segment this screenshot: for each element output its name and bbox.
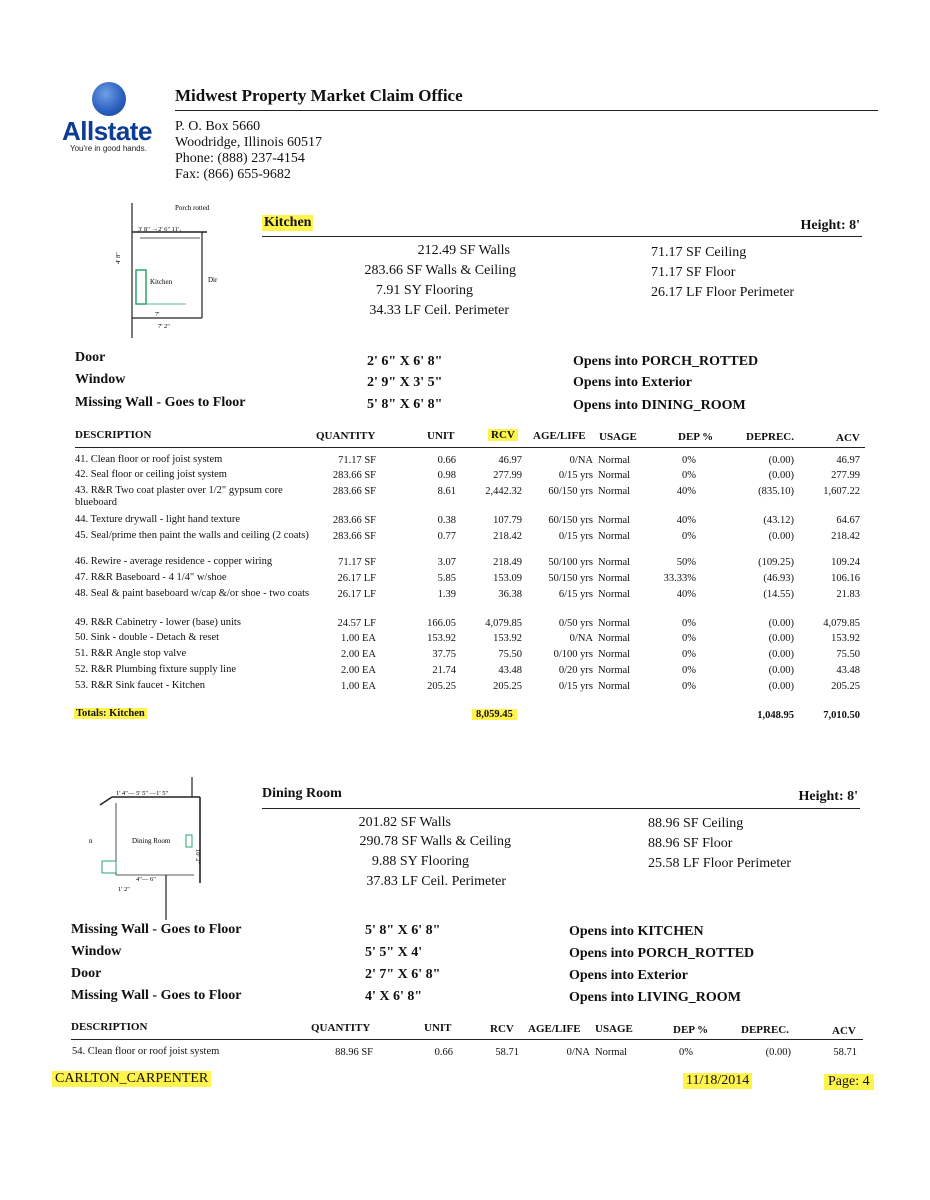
address-phone: Phone: (888) 237-4154 <box>175 151 305 166</box>
row-rcv: 75.50 <box>498 649 522 660</box>
row-deprec: (0.00) <box>768 531 794 542</box>
row-quantity: 26.17 LF <box>337 573 376 584</box>
kitchen-stat-flooring: 7.91 SY Flooring <box>375 283 473 298</box>
kitchen-table-header-rule <box>75 447 865 448</box>
row-description: 44. Texture drywall - light hand texture <box>75 514 240 525</box>
row-acv: 58.71 <box>833 1047 857 1058</box>
row-unit-price: 1.39 <box>437 589 456 600</box>
dining-opening-dest: Opens into LIVING_ROOM <box>569 990 741 1005</box>
kitchen-totals-acv: 7,010.50 <box>823 710 860 721</box>
col-age-life: AGE/LIFE <box>533 430 586 442</box>
dining-opening-size: 4' X 6' 8" <box>365 989 423 1004</box>
row-deprec: (0.00) <box>768 665 794 676</box>
kitchen-stat-floor-perimeter: 26.17 LF Floor Perimeter <box>651 285 795 300</box>
row-deprec: (835.10) <box>758 486 794 497</box>
row-dep-pct: 0% <box>682 649 696 660</box>
row-acv: 43.48 <box>836 665 860 676</box>
row-quantity: 2.00 EA <box>341 665 376 676</box>
row-unit-price: 0.66 <box>437 455 456 466</box>
sketch-room-label: Dining Room <box>132 837 171 845</box>
row-rcv: 43.48 <box>498 665 522 676</box>
row-dep-pct: 0% <box>682 681 696 692</box>
col-description: DESCRIPTION <box>71 1021 148 1033</box>
row-quantity: 283.66 SF <box>332 531 376 542</box>
row-description: 51. R&R Angle stop valve <box>75 648 187 659</box>
kitchen-height: Height: 8' <box>800 218 860 233</box>
dining-opening-type: Missing Wall - Goes to Floor <box>71 988 242 1003</box>
col-quantity: QUANTITY <box>316 430 376 442</box>
row-rcv: 46.97 <box>498 455 522 466</box>
sketch-dim-left: 4' 8" <box>115 252 122 264</box>
row-dep-pct: 40% <box>676 515 696 526</box>
row-deprec: (109.25) <box>758 557 794 568</box>
kitchen-opening-size: 5' 8" X 6' 8" <box>367 397 443 412</box>
row-usage: Normal <box>598 455 631 466</box>
dining-opening-size: 5' 5" X 4' <box>365 945 423 960</box>
row-dep-pct: 50% <box>676 557 696 568</box>
row-acv: 106.16 <box>831 573 860 584</box>
kitchen-opening-dest: Opens into Exterior <box>573 375 692 390</box>
row-age-life: 0/15 yrs <box>558 470 593 481</box>
kitchen-totals-deprec: 1,048.95 <box>757 710 794 721</box>
row-usage: Normal <box>598 573 631 584</box>
row-rcv: 36.38 <box>498 589 522 600</box>
col-acv: ACV <box>836 432 860 444</box>
row-quantity: 2.00 EA <box>341 649 376 660</box>
col-rcv: RCV <box>490 1023 514 1035</box>
row-acv: 21.83 <box>836 589 860 600</box>
row-quantity: 71.17 SF <box>338 455 376 466</box>
row-unit-price: 205.25 <box>427 681 456 692</box>
row-age-life: 0/NA <box>569 633 593 644</box>
row-deprec: (0.00) <box>768 681 794 692</box>
row-deprec: (14.55) <box>763 589 794 600</box>
row-age-life: 0/100 yrs <box>553 649 593 660</box>
address-line-2: Woodridge, Illinois 60517 <box>175 135 323 150</box>
row-quantity: 1.00 EA <box>341 681 376 692</box>
kitchen-stat-ceiling: 71.17 SF Ceiling <box>651 245 747 260</box>
row-rcv: 153.92 <box>493 633 522 644</box>
row-unit-price: 8.61 <box>437 486 456 497</box>
row-age-life: 6/15 yrs <box>558 589 593 600</box>
dining-table-header-rule <box>71 1039 863 1040</box>
row-rcv: 58.71 <box>495 1047 519 1058</box>
kitchen-totals-rcv: 8,059.45 <box>472 709 517 720</box>
row-dep-pct: 33.33% <box>663 573 696 584</box>
row-usage: Normal <box>598 470 631 481</box>
dining-stat-floor: 88.96 SF Floor <box>648 836 733 851</box>
row-description: 45. Seal/prime then paint the walls and ceiling (2 coats) <box>75 530 309 541</box>
row-acv: 46.97 <box>836 455 860 466</box>
row-description: 49. R&R Cabinetry - lower (base) units <box>75 617 241 628</box>
header-divider <box>175 110 878 111</box>
dining-opening-dest: Opens into PORCH_ROTTED <box>569 946 755 961</box>
col-usage: USAGE <box>599 431 637 443</box>
kitchen-opening-size: 2' 6" X 6' 8" <box>367 354 443 369</box>
dining-room-title: Dining Room <box>262 786 342 801</box>
row-deprec: (0.00) <box>765 1047 791 1058</box>
kitchen-room-title: Kitchen <box>264 215 312 230</box>
row-quantity: 1.00 EA <box>341 633 376 644</box>
row-description: 46. Rewire - average residence - copper wiring <box>75 556 273 567</box>
row-rcv: 277.99 <box>493 470 522 481</box>
footer-author: CARLTON_CARPENTER <box>52 1071 211 1087</box>
col-age-life: AGE/LIFE <box>528 1023 581 1035</box>
row-acv: 4,079.85 <box>823 618 860 629</box>
dining-opening-dest: Opens into Exterior <box>569 968 688 983</box>
row-usage: Normal <box>598 618 631 629</box>
allstate-hands-logo <box>92 82 126 116</box>
dining-stat-floor-perimeter: 25.58 LF Floor Perimeter <box>648 856 792 871</box>
col-description: DESCRIPTION <box>75 429 152 441</box>
row-deprec: (43.12) <box>763 515 794 526</box>
dining-height: Height: 8' <box>798 789 858 804</box>
row-dep-pct: 0% <box>682 470 696 481</box>
row-usage: Normal <box>598 515 631 526</box>
row-rcv: 205.25 <box>493 681 522 692</box>
row-usage: Normal <box>598 589 631 600</box>
dining-room-divider <box>262 808 860 809</box>
dining-stat-ceiling: 88.96 SF Ceiling <box>648 816 744 831</box>
row-acv: 153.92 <box>831 633 860 644</box>
row-deprec: (0.00) <box>768 618 794 629</box>
row-usage: Normal <box>598 649 631 660</box>
row-dep-pct: 0% <box>682 633 696 644</box>
dining-opening-size: 2' 7" X 6' 8" <box>365 967 441 982</box>
row-quantity: 88.96 SF <box>335 1047 373 1058</box>
row-unit-price: 21.74 <box>432 665 456 676</box>
sketch-dim-top: 1' 4"— 5' 5" —1' 5" <box>116 790 169 797</box>
kitchen-opening-dest: Opens into PORCH_ROTTED <box>573 354 759 369</box>
row-unit-price: 37.75 <box>432 649 456 660</box>
row-deprec: (0.00) <box>768 633 794 644</box>
col-deprec: DEPREC. <box>741 1024 789 1036</box>
kitchen-opening-type: Door <box>75 350 106 365</box>
sketch-dim-top: 3' 8" →2' 6" 11'₁ <box>138 226 182 233</box>
dining-opening-type: Door <box>71 966 102 981</box>
kitchen-stat-floor: 71.17 SF Floor <box>651 265 736 280</box>
row-unit-price: 0.38 <box>437 515 456 526</box>
col-usage: USAGE <box>595 1023 633 1035</box>
col-unit: UNIT <box>424 1022 452 1034</box>
address-line-1: P. O. Box 5660 <box>175 119 261 134</box>
row-quantity: 71.17 SF <box>338 557 376 568</box>
row-quantity: 283.66 SF <box>332 486 376 497</box>
row-age-life: 0/NA <box>566 1047 590 1058</box>
col-unit: UNIT <box>427 430 455 442</box>
row-dep-pct: 0% <box>682 665 696 676</box>
col-deprec: DEPREC. <box>746 431 794 443</box>
dining-floor-sketch <box>88 775 218 920</box>
row-dep-pct: 0% <box>679 1047 693 1058</box>
row-unit-price: 0.66 <box>434 1047 453 1058</box>
row-age-life: 60/150 yrs <box>548 486 593 497</box>
dining-opening-dest: Opens into KITCHEN <box>569 924 704 939</box>
row-age-life: 0/15 yrs <box>558 681 593 692</box>
col-dep-pct: DEP % <box>678 431 714 443</box>
row-description: 47. R&R Baseboard - 4 1/4" w/shoe <box>75 572 227 583</box>
sketch-room-label: Kitchen <box>150 278 173 286</box>
col-rcv: RCV <box>488 429 518 441</box>
row-rcv: 153.09 <box>493 573 522 584</box>
dining-opening-size: 5' 8" X 6' 8" <box>365 923 441 938</box>
dining-opening-type: Window <box>71 944 122 959</box>
row-rcv: 107.79 <box>493 515 522 526</box>
kitchen-opening-type: Window <box>75 372 126 387</box>
row-usage: Normal <box>598 557 631 568</box>
row-dep-pct: 0% <box>682 531 696 542</box>
kitchen-stat-walls: 212.49 SF Walls <box>417 243 510 258</box>
row-description: 54. Clean floor or roof joist system <box>72 1046 220 1057</box>
row-age-life: 0/15 yrs <box>558 531 593 542</box>
footer-page-number: Page: 4 <box>824 1074 874 1090</box>
dining-stat-walls: 201.82 SF Walls <box>358 815 451 830</box>
row-usage: Normal <box>598 531 631 542</box>
kitchen-opening-size: 2' 9" X 3' 5" <box>367 375 443 390</box>
row-description: 53. R&R Sink faucet - Kitchen <box>75 680 206 691</box>
row-unit-price: 5.85 <box>437 573 456 584</box>
dining-stat-ceil-perimeter: 37.83 LF Ceil. Perimeter <box>366 874 506 889</box>
row-unit-price: 0.98 <box>437 470 456 481</box>
col-acv: ACV <box>832 1025 856 1037</box>
row-acv: 75.50 <box>836 649 860 660</box>
row-quantity: 283.66 SF <box>332 515 376 526</box>
col-dep-pct: DEP % <box>673 1024 709 1036</box>
row-deprec: (0.00) <box>768 470 794 481</box>
row-description: 50. Sink - double - Detach & reset <box>75 632 220 643</box>
kitchen-stat-walls-ceiling: 283.66 SF Walls & Ceiling <box>364 263 516 278</box>
dining-stat-walls-ceiling: 290.78 SF Walls & Ceiling <box>359 834 511 849</box>
kitchen-opening-dest: Opens into DINING_ROOM <box>573 398 746 413</box>
row-unit-price: 3.07 <box>437 557 456 568</box>
row-unit-price: 0.77 <box>437 531 456 542</box>
row-dep-pct: 0% <box>682 455 696 466</box>
dining-opening-type: Missing Wall - Goes to Floor <box>71 922 242 937</box>
row-description: 41. Clean floor or roof joist system <box>75 454 223 465</box>
row-age-life: 0/50 yrs <box>558 618 593 629</box>
row-acv: 205.25 <box>831 681 860 692</box>
row-unit-price: 153.92 <box>427 633 456 644</box>
sketch-neighbor-label: Dir <box>208 276 218 284</box>
row-rcv: 218.42 <box>493 531 522 542</box>
kitchen-stat-ceil-perimeter: 34.33 LF Ceil. Perimeter <box>369 303 509 318</box>
dining-stat-flooring: 9.88 SY Flooring <box>371 854 469 869</box>
col-quantity: QUANTITY <box>311 1022 371 1034</box>
row-age-life: 50/100 yrs <box>548 557 593 568</box>
row-usage: Normal <box>598 633 631 644</box>
row-dep-pct: 0% <box>682 618 696 629</box>
row-acv: 109.24 <box>831 557 860 568</box>
row-description: 42. Seal floor or ceiling joist system <box>75 469 227 480</box>
row-description: 48. Seal & paint baseboard w/cap &/or shoe - two coats <box>75 588 310 599</box>
row-usage: Normal <box>598 681 631 692</box>
sketch-dim-right: 10' 2" <box>194 849 201 865</box>
row-acv: 1,607.22 <box>823 486 860 497</box>
row-acv: 218.42 <box>831 531 860 542</box>
row-acv: 277.99 <box>831 470 860 481</box>
row-rcv: 218.49 <box>493 557 522 568</box>
row-description: 43. R&R Two coat plaster over 1/2" gypsum core blueboard <box>75 485 283 508</box>
office-title: Midwest Property Market Claim Office <box>175 86 463 105</box>
row-usage: Normal <box>598 486 631 497</box>
row-age-life: 0/20 yrs <box>558 665 593 676</box>
row-unit-price: 166.05 <box>427 618 456 629</box>
row-description: 52. R&R Plumbing fixture supply line <box>75 664 237 675</box>
row-quantity: 283.66 SF <box>332 470 376 481</box>
footer-date: 11/18/2014 <box>683 1073 752 1089</box>
row-dep-pct: 40% <box>676 486 696 497</box>
sketch-neighbor-label: n <box>89 837 93 845</box>
row-age-life: 50/150 yrs <box>548 573 593 584</box>
row-usage: Normal <box>595 1047 628 1058</box>
sketch-dim-bottom: 7' 2" <box>158 323 170 330</box>
row-quantity: 26.17 LF <box>337 589 376 600</box>
sketch-dim-bottom: 4"— 6" <box>136 876 156 883</box>
brand-tagline: You're in good hands. <box>70 144 147 153</box>
row-rcv: 4,079.85 <box>485 618 522 629</box>
sketch-dim-corner: 1' 2" <box>118 886 130 893</box>
kitchen-opening-type: Missing Wall - Goes to Floor <box>75 395 246 410</box>
row-age-life: 60/150 yrs <box>548 515 593 526</box>
row-deprec: (46.93) <box>763 573 794 584</box>
address-fax: Fax: (866) 655-9682 <box>175 167 291 182</box>
sketch-note: Porch rotted <box>175 204 210 212</box>
row-quantity: 24.57 LF <box>337 618 376 629</box>
row-acv: 64.67 <box>836 515 860 526</box>
sketch-dim-mid: 7' <box>155 311 160 318</box>
row-rcv: 2,442.32 <box>485 486 522 497</box>
row-age-life: 0/NA <box>569 455 593 466</box>
brand-name: Allstate <box>62 116 152 146</box>
kitchen-totals-label: Totals: Kitchen <box>76 708 145 719</box>
row-deprec: (0.00) <box>768 649 794 660</box>
kitchen-room-divider <box>262 236 862 237</box>
row-dep-pct: 40% <box>676 589 696 600</box>
row-deprec: (0.00) <box>768 455 794 466</box>
kitchen-floor-sketch <box>110 198 230 348</box>
row-usage: Normal <box>598 665 631 676</box>
